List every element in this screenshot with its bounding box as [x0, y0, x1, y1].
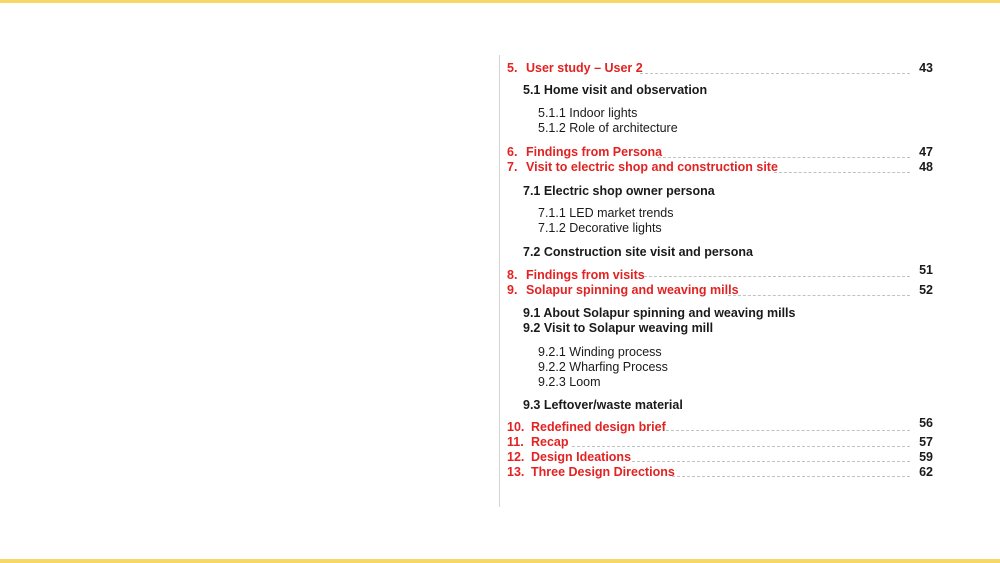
- toc-section[interactable]: 7.2 Construction site visit and persona: [523, 245, 753, 259]
- chapter-number: 10.: [507, 420, 525, 434]
- chapter-title: Findings from visits: [526, 268, 645, 282]
- chapter-title: Findings from Persona: [526, 145, 663, 159]
- toc-subsection[interactable]: 7.1.2 Decorative lights: [538, 221, 662, 235]
- toc-section[interactable]: 9.3 Leftover/waste material: [523, 398, 683, 412]
- chapter-title: Visit to electric shop and construction site: [526, 160, 778, 174]
- top-accent-band: [0, 0, 1000, 3]
- page-number: 51: [919, 263, 933, 277]
- toc-section[interactable]: 9.2 Visit to Solapur weaving mill: [523, 321, 714, 335]
- divider-line: [499, 55, 500, 507]
- page-number: 47: [919, 145, 933, 159]
- chapter-number: 8.: [507, 268, 518, 282]
- chapter-title: Design Ideations: [531, 450, 632, 464]
- chapter-number: 6.: [507, 145, 518, 159]
- chapter-title: Recap: [531, 435, 569, 449]
- toc-subsection[interactable]: 9.2.2 Wharfing Process: [538, 360, 668, 374]
- dot-leader: [644, 276, 910, 277]
- dot-leader: [640, 73, 910, 74]
- dot-leader: [658, 157, 910, 158]
- chapter-number: 12.: [507, 450, 525, 464]
- page-number: 59: [919, 450, 933, 464]
- page-number: 57: [919, 435, 933, 449]
- bottom-accent-band: [0, 559, 1000, 563]
- chapter-title: Three Design Directions: [531, 465, 675, 479]
- toc-subsection[interactable]: 5.1.2 Role of architecture: [538, 121, 678, 135]
- page-number: 48: [919, 160, 933, 174]
- chapter-number: 11.: [507, 435, 524, 449]
- chapter-title: Redefined design brief: [531, 420, 666, 434]
- page-number: 56: [919, 416, 933, 430]
- toc-section[interactable]: 5.1 Home visit and observation: [523, 83, 708, 97]
- chapter-number: 7.: [507, 160, 518, 174]
- dot-leader: [672, 476, 910, 477]
- toc-subsection[interactable]: 9.2.3 Loom: [538, 375, 601, 389]
- toc-subsection[interactable]: 7.1.1 LED market trends: [538, 206, 674, 220]
- chapter-title: Solapur spinning and weaving mills: [526, 283, 739, 297]
- dot-leader: [666, 430, 910, 431]
- page-number: 62: [919, 465, 933, 479]
- page-number: 52: [919, 283, 933, 297]
- dot-leader: [572, 446, 910, 447]
- dot-leader: [632, 461, 910, 462]
- toc-subsection[interactable]: 9.2.1 Winding process: [538, 345, 662, 359]
- toc-section[interactable]: 7.1 Electric shop owner persona: [523, 184, 715, 198]
- toc-subsection[interactable]: 5.1.1 Indoor lights: [538, 106, 638, 120]
- dot-leader: [774, 172, 910, 173]
- chapter-number: 9.: [507, 283, 518, 297]
- chapter-number: 13.: [507, 465, 525, 479]
- toc-section[interactable]: 9.1 About Solapur spinning and weaving mills: [523, 306, 796, 320]
- chapter-number: 5.: [507, 61, 518, 75]
- page-number: 43: [919, 61, 933, 75]
- dot-leader: [728, 295, 910, 296]
- chapter-title: User study – User 2: [526, 61, 643, 75]
